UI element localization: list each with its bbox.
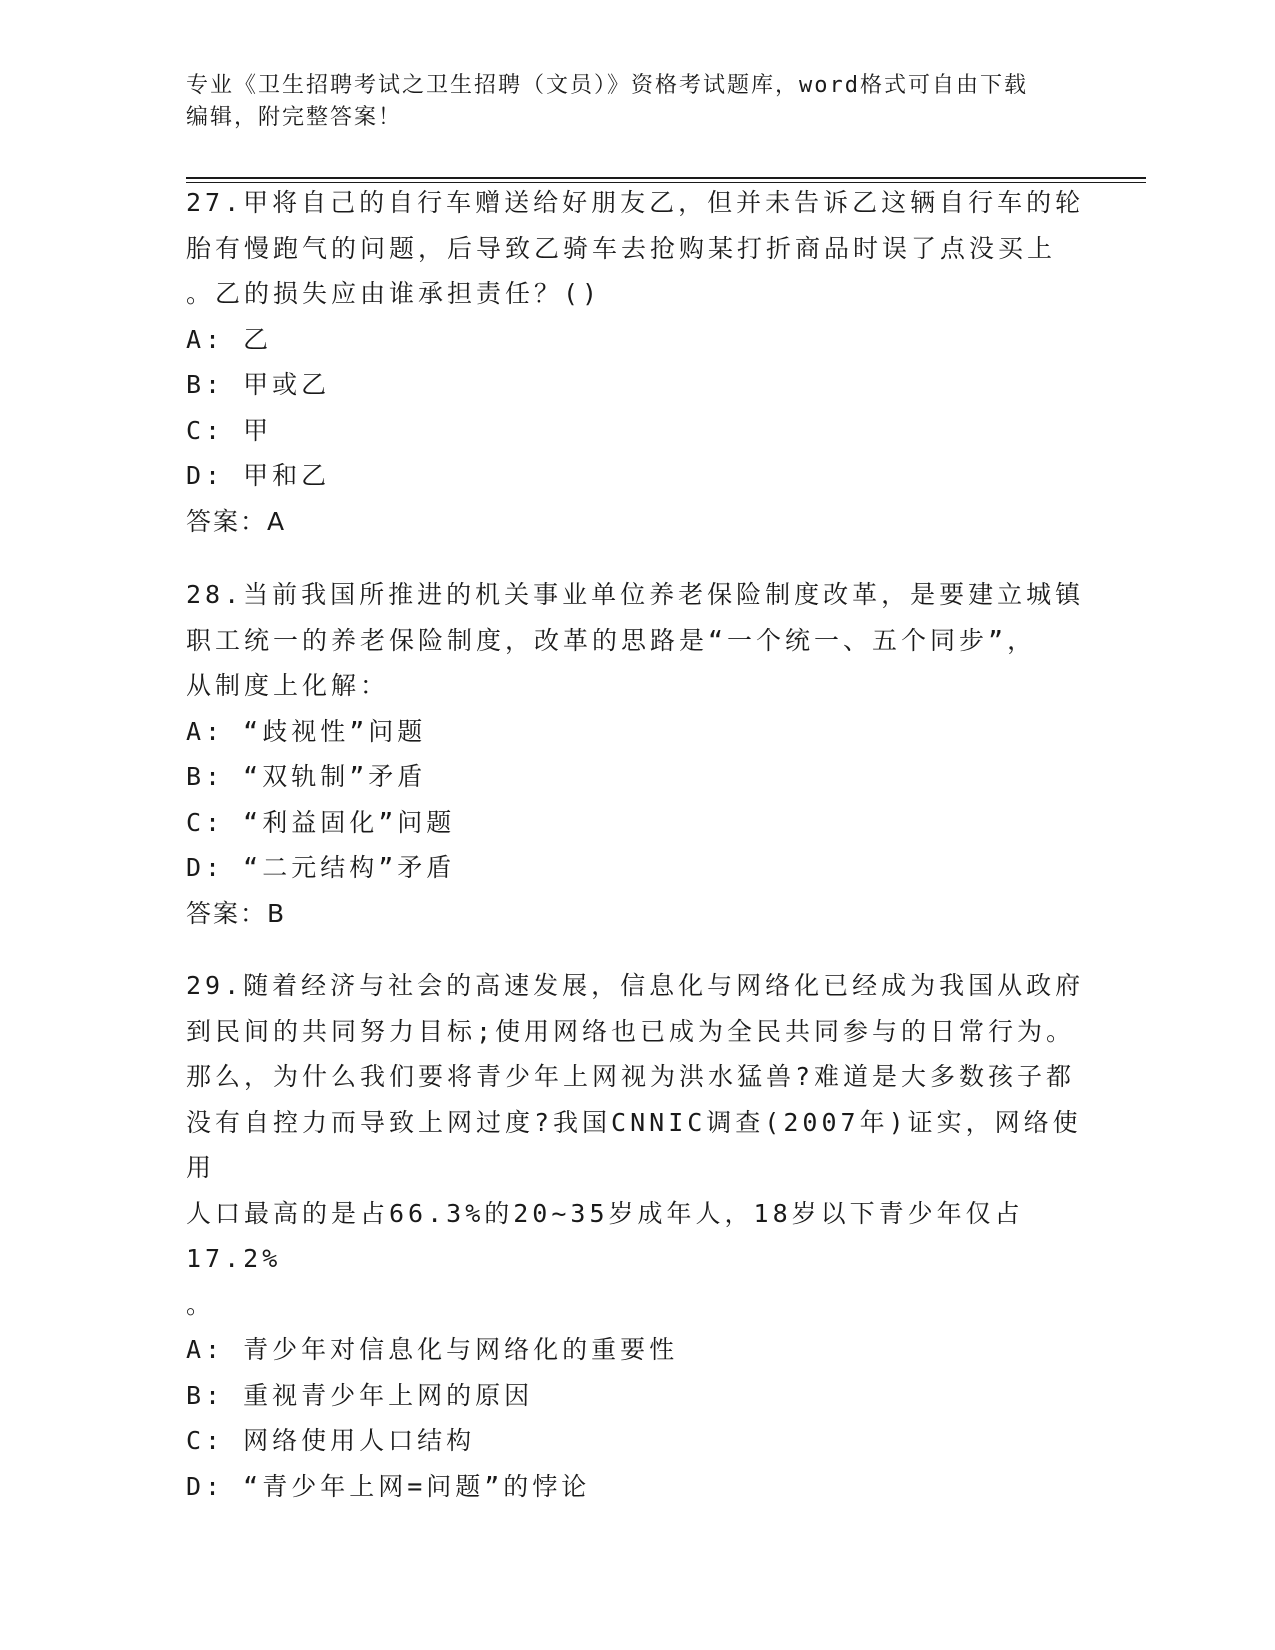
question-stem: 29.随着经济与社会的高速发展，信息化与网络化已经成为我国从政府 到民间的共同努力目标;使用网络也已成为全民共同参与的日常行为。 那么，为什么我们要将青少年上网视为洪水猛兽?难道是大多数孩子都 没有自控力而导致上网过度?我国CNNIC调查(2007年)证实，网络使用 人口最高的是占66.3%的20~35岁成年人，18岁以下青少年仅占17.2% 。 (186, 971, 1085, 1319)
option-b: B: 甲或乙 (186, 370, 331, 399)
option-c: C: “利益固化”问题 (186, 807, 456, 837)
option-a: A: 乙 (186, 324, 273, 354)
option-a: A: 青少年对信息化与网络化的重要性 (186, 1335, 679, 1364)
option-c: C: 网络使用人口结构 (186, 1426, 476, 1455)
option-d: D: “青少年上网=问题”的悖论 (186, 1471, 591, 1501)
answer-line: 答案：A (186, 506, 287, 536)
option-a: A: “歧视性”问题 (186, 716, 427, 746)
question-27 (186, 180, 1086, 544)
option-d: D: 甲和乙 (186, 461, 331, 490)
document-header: 专业《卫生招聘考试之卫生招聘（文员）》资格考试题库，word格式可自由下载 编辑，附完整答案！ (186, 73, 1028, 130)
option-d: D: “二元结构”矛盾 (186, 853, 456, 882)
option-c: C: 甲 (186, 415, 273, 445)
question-29 (186, 963, 1086, 1509)
option-b: B: “双轨制”矛盾 (186, 762, 427, 791)
option-b: B: 重视青少年上网的原因 (186, 1380, 534, 1410)
header-rule-thick (186, 177, 1146, 179)
question-stem: 27.甲将自己的自行车赠送给好朋友乙，但并未告诉乙这辆自行车的轮 胎有慢跑气的问题，后导致乙骑车去抢购某打折商品时误了点没买上 。乙的损失应由谁承担责任？() (186, 188, 1085, 308)
question-28 (186, 572, 1086, 936)
question-stem: 28.当前我国所推进的机关事业单位养老保险制度改革，是要建立城镇 职工统一的养老保险制度，改革的思路是“一个统一、五个同步”， 从制度上化解： (186, 580, 1085, 700)
answer-line: 答案：B (186, 898, 287, 928)
